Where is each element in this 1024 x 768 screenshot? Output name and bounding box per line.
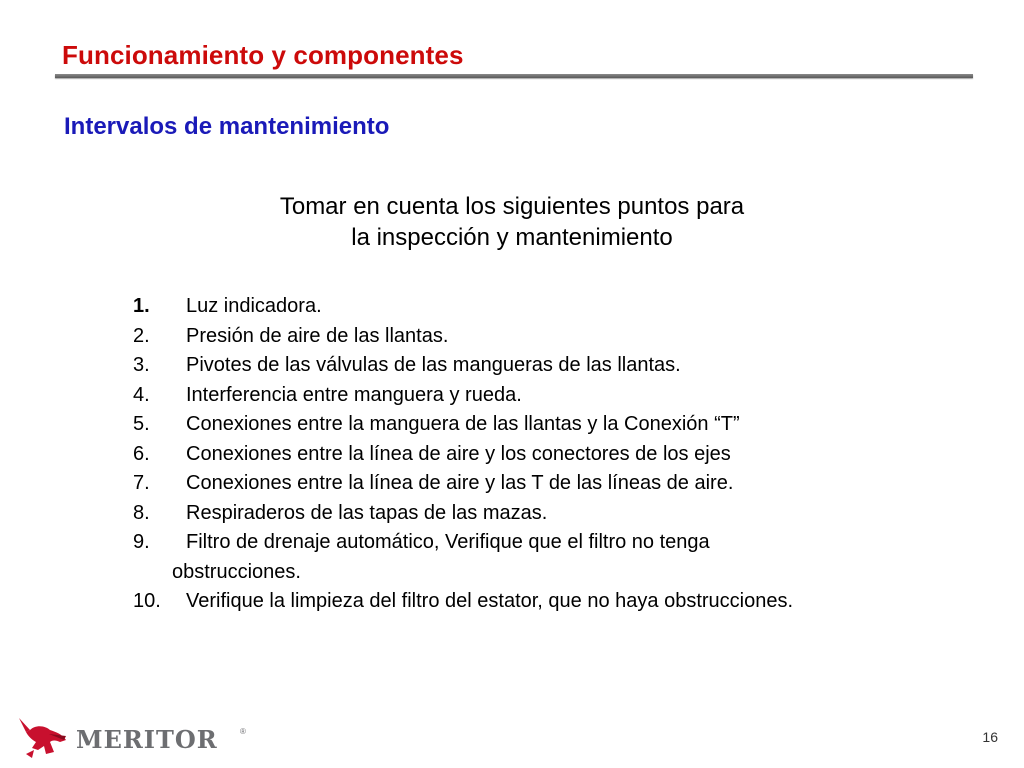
item-text: Conexiones entre la manguera de las llantas y la Conexión “T” <box>186 413 740 435</box>
slide-title: Funcionamiento y componentes <box>62 40 464 70</box>
list-item <box>133 351 793 381</box>
item-text: Conexiones entre la línea de aire y los conectores de los ejes <box>186 442 731 465</box>
list-item <box>133 292 793 322</box>
item-text: Respiraderos de las tapas de las mazas. <box>186 501 548 524</box>
list-item <box>133 410 793 440</box>
item-text-continuation: obstrucciones. <box>172 560 301 583</box>
list-item <box>133 528 793 587</box>
item-number: 6. <box>133 442 150 465</box>
registered-mark: ® <box>240 727 246 736</box>
item-text: Verifique la limpieza del filtro del estator, que no haya obstrucciones. <box>186 590 794 612</box>
item-number: 2. <box>133 324 150 347</box>
list-item <box>133 322 793 352</box>
item-text: Filtro de drenaje automático, Verifique que el filtro no tenga <box>186 531 710 553</box>
item-number: 8. <box>133 501 150 524</box>
item-number: 9. <box>133 531 150 553</box>
list-item <box>133 499 793 529</box>
page-number: 16 <box>982 729 998 745</box>
item-number: 7. <box>133 472 150 494</box>
list-item <box>133 469 793 499</box>
list-item <box>133 440 793 470</box>
item-text: Conexiones entre la línea de aire y las T de las líneas de aire. <box>186 472 734 494</box>
item-number: 10. <box>133 590 161 612</box>
item-text: Luz indicadora. <box>186 295 322 317</box>
item-text: Presión de aire de las llantas. <box>186 324 449 347</box>
item-text: Pivotes de las válvulas de las mangueras de las llantas. <box>186 354 681 376</box>
item-text: Interferencia entre manguera y rueda. <box>186 383 522 406</box>
intro-text <box>0 191 1024 253</box>
meritor-logo <box>16 710 251 764</box>
bull-emblem-icon <box>19 718 66 758</box>
maintenance-checklist <box>133 292 793 617</box>
item-number: 3. <box>133 354 150 376</box>
item-number: 4. <box>133 383 150 406</box>
intro-line-2: la inspección y mantenimiento <box>351 224 673 251</box>
intro-line-1: Tomar en cuenta los siguientes puntos para <box>279 193 745 220</box>
list-item <box>133 381 793 411</box>
item-number: 5. <box>133 413 150 435</box>
item-number: 1. <box>133 295 150 317</box>
list-item <box>133 587 793 617</box>
brand-wordmark: MERITOR <box>76 725 218 754</box>
title-underline <box>55 74 973 78</box>
section-subtitle: Intervalos de mantenimiento <box>64 113 390 140</box>
